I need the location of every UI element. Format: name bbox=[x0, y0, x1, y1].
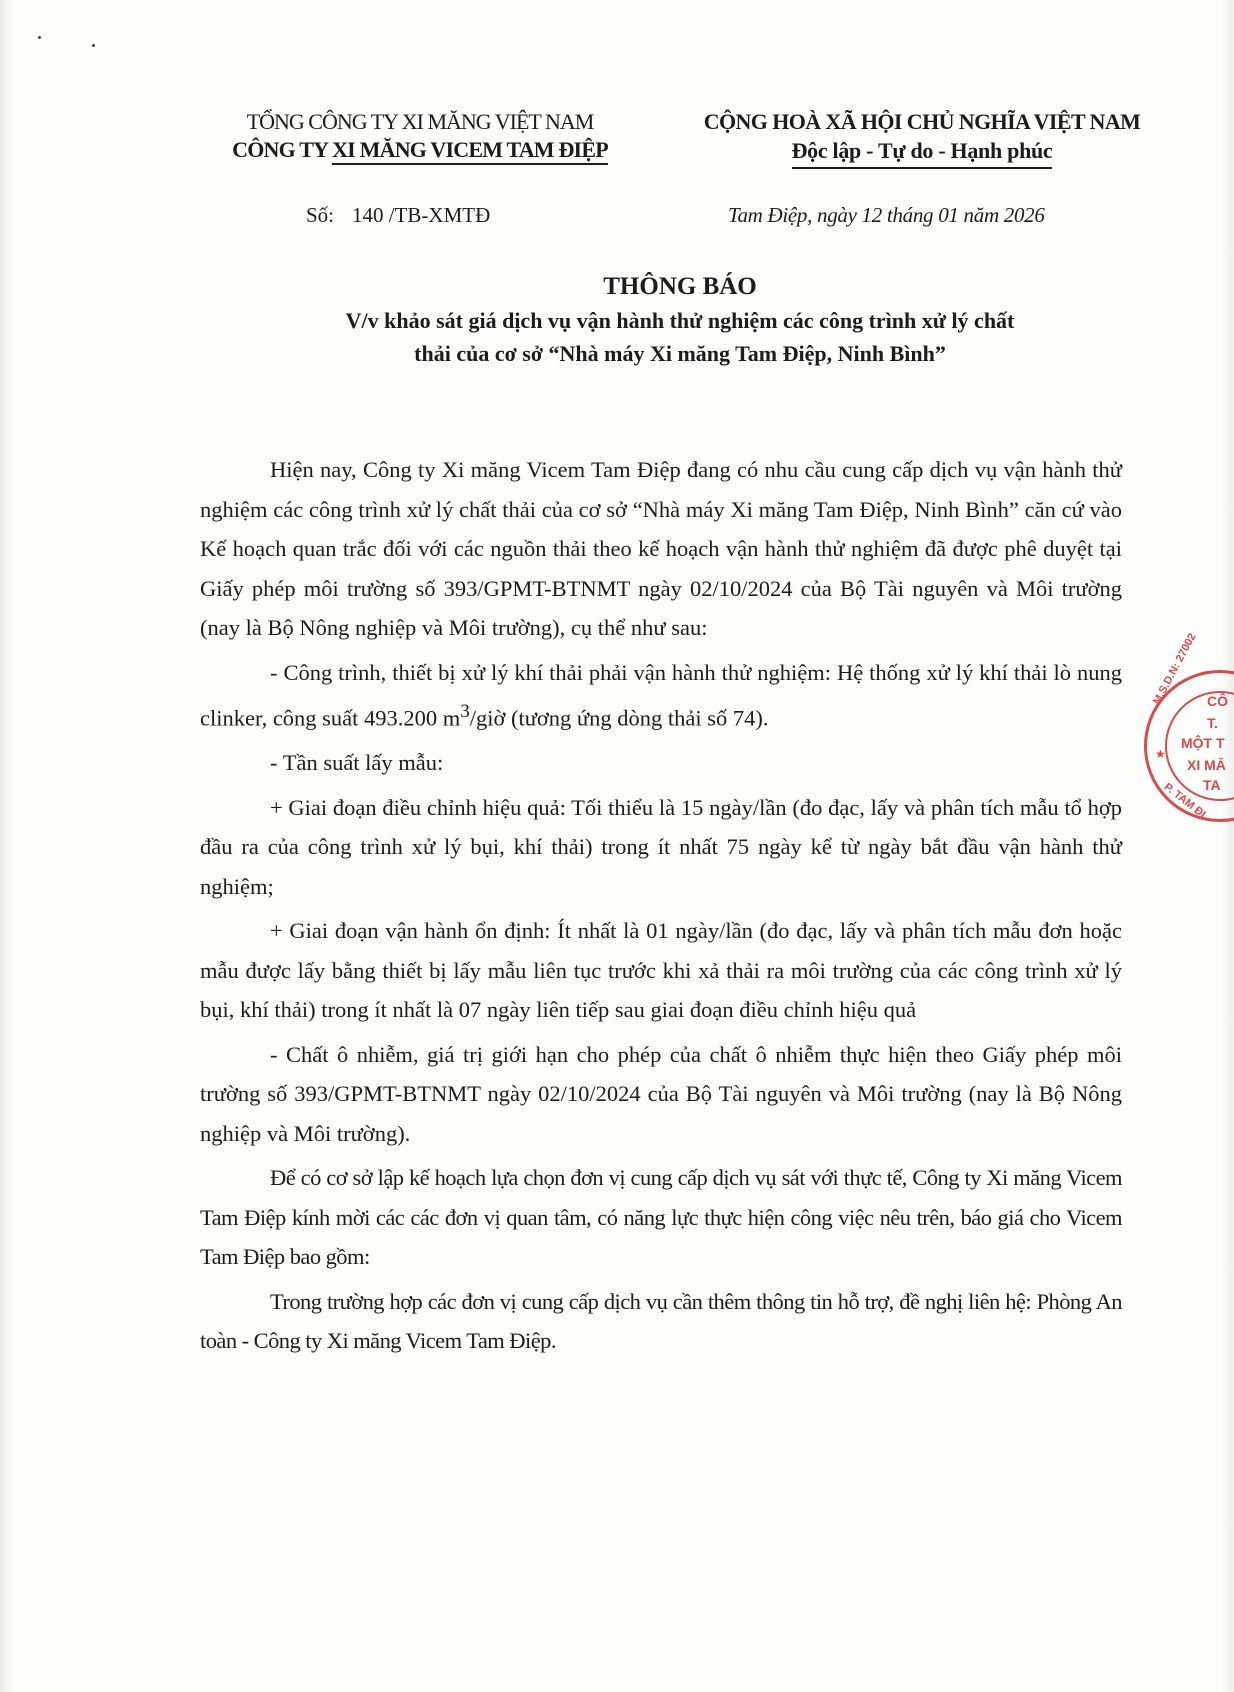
stamp-text-2: T. bbox=[1207, 715, 1218, 731]
reference-number: 140 /TB-XMTĐ bbox=[352, 203, 491, 227]
scan-edge-left bbox=[0, 0, 14, 1692]
stamp-text-4: XI MĂ bbox=[1187, 757, 1226, 773]
document-subject-line-1: V/v khảo sát giá dịch vụ vận hành thử nghiệm các công trình xử lý chất bbox=[345, 308, 1015, 333]
stamp-arc-bottom: P. TAM ĐI bbox=[1161, 781, 1208, 821]
scan-speck bbox=[38, 36, 41, 39]
stamp-text-1: CÔ bbox=[1207, 693, 1228, 709]
national-header bbox=[672, 108, 1172, 169]
company-name-underlined: XI MĂNG VICEM TAM ĐIỆP bbox=[332, 137, 608, 165]
paragraph-invitation: Để có cơ sở lập kế hoạch lựa chọn đơn vị cung cấp dịch vụ sát với thực tế, Công ty Xi măng Vicem Tam Điệp kính mời các các đơn vị quan tâm, có năng lực thực hiện công việc nêu trên, báo giá cho Vicem Tam Điệp bao gồm: bbox=[200, 1165, 1122, 1269]
paragraph-contact: Trong trường hợp các đơn vị cung cấp dịch vụ cần thêm thông tin hỗ trợ, đề nghị liên hệ: Phòng An toàn - Công ty Xi măng Vicem Tam Điệp. bbox=[200, 1288, 1122, 1353]
equipment-text: - Công trình, thiết bị xử lý khí thải phải vận hành thử nghiệm: Hệ thống xử lý khí thải lò nung clinker, công suất 493.200 m bbox=[200, 659, 1122, 731]
company-stamp bbox=[1144, 631, 1234, 822]
equipment-text-end: /giờ (tương ứng dòng thải số 74). bbox=[469, 705, 769, 731]
issuing-organization bbox=[190, 108, 650, 164]
cubic-superscript: 3 bbox=[460, 701, 470, 722]
document-reference bbox=[306, 203, 490, 228]
stamp-star: ★ bbox=[1155, 747, 1166, 761]
reference-label: Số: bbox=[306, 203, 335, 227]
document-title: THÔNG BÁO bbox=[603, 273, 757, 300]
paragraph-intro: Hiện nay, Công ty Xi măng Vicem Tam Điệp đang có nhu cầu cung cấp dịch vụ vận hành thử nghiệm các công trình xử lý chất thải của cơ sở “Nhà máy Xi măng Tam Điệp, Ninh Bình” căn cứ vào Kế hoạch quan trắc đối với các nguồn thải theo kế hoạch vận hành thử nghiệm đã được phê duyệt tại Giấy phép môi trường số 393/GPMT-BTNMT ngày 02/10/2024 của Bộ Tài nguyên và Môi trường (nay là Bộ Nông nghiệp và Môi trường), cụ thể như sau: bbox=[200, 457, 1122, 640]
company-name bbox=[190, 136, 650, 164]
document-body bbox=[200, 450, 1122, 1366]
document-subject-line-2: thải của cơ sở “Nhà máy Xi măng Tam Điệp, Ninh Bình” bbox=[414, 341, 946, 366]
stamp-text-5: TA bbox=[1203, 777, 1221, 793]
scan-edge-right bbox=[1222, 0, 1234, 1692]
paragraph-phase-adjust: + Giai đoạn điều chỉnh hiệu quả: Tối thiểu là 15 ngày/lần (đo đạc, lấy và phân tích mẫu tổ hợp đầu ra của công trình xử lý bụi, khí thải) trong ít nhất 75 ngày kể từ ngày bắt đầu vận hành thử nghiệm; bbox=[200, 794, 1122, 899]
company-name-prefix: CÔNG TY bbox=[232, 137, 333, 162]
paragraph-equipment bbox=[200, 653, 1122, 739]
nation-name: CỘNG HOÀ XÃ HỘI CHỦ NGHĨA VIỆT NAM bbox=[703, 109, 1141, 134]
paragraph-frequency: - Tần suất lấy mẫu: bbox=[270, 750, 444, 775]
paragraph-phase-stable: + Giai đoạn vận hành ổn định: Ít nhất là 01 ngày/lần (đo đạc, lấy và phân tích mẫu đơn hoặc mẫu được lấy bằng thiết bị lấy mẫu liên tục trước khi xả thải ra môi trường của các công trình xử lý bụi, khí thải) trong ít nhất là 07 ngày liên tiếp sau giai đoạn điều chỉnh hiệu quả bbox=[200, 918, 1122, 1022]
national-motto: Độc lập - Tự do - Hạnh phúc bbox=[792, 136, 1053, 169]
stamp-text-3: MỘT T bbox=[1181, 735, 1225, 751]
scan-speck bbox=[92, 44, 95, 47]
paragraph-pollutants: - Chất ô nhiễm, giá trị giới hạn cho phép của chất ô nhiễm thực hiện theo Giấy phép môi trường số 393/GPMT-BTNMT ngày 02/10/2024 của Bộ Tài nguyên và Môi trường (nay là Bộ Nông nghiệp và Môi trường). bbox=[200, 1041, 1122, 1146]
title-block bbox=[250, 270, 1110, 370]
parent-organization: TỔNG CÔNG TY XI MĂNG VIỆT NAM bbox=[246, 109, 594, 134]
place-and-date: Tam Điệp, ngày 12 tháng 01 năm 2026 bbox=[728, 203, 1045, 227]
stamp-arc-top: M.S.D.N: 27002 bbox=[1151, 631, 1199, 707]
